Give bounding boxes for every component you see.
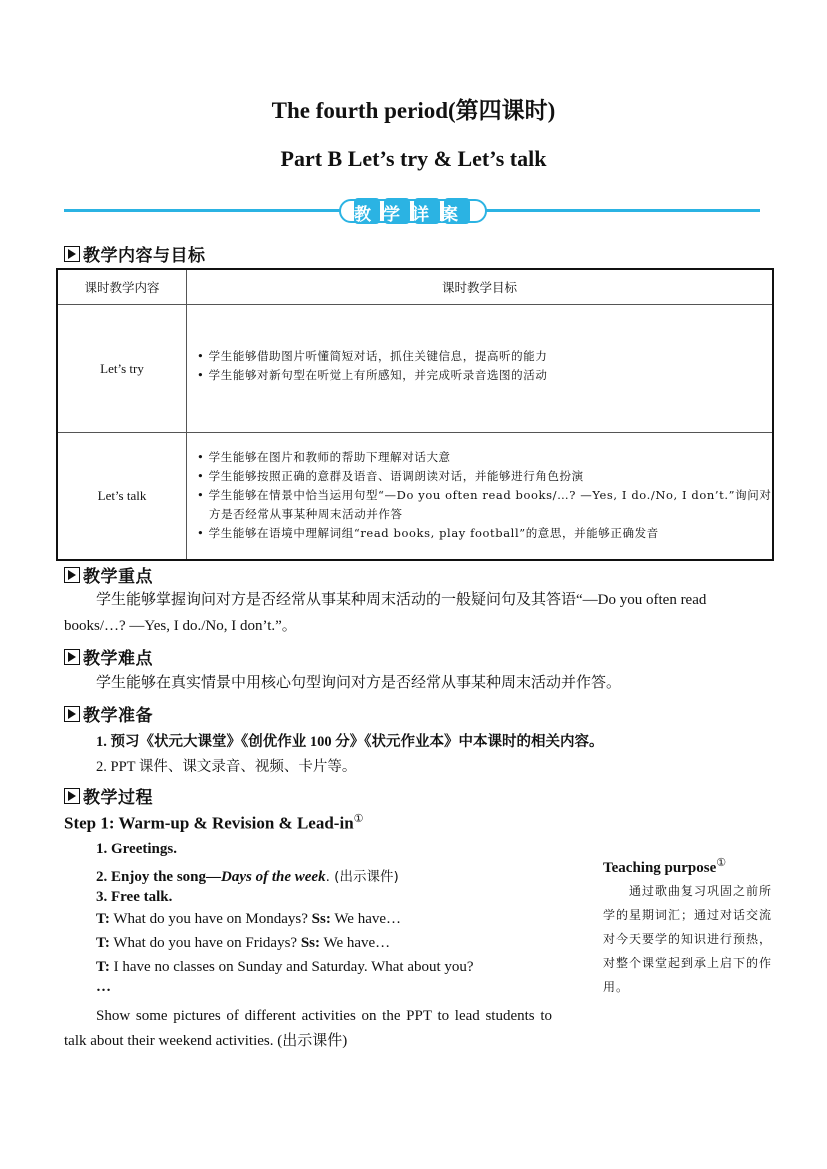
prep-item-2: 2. PPT 课件、课文录音、视频、卡片等。 (96, 759, 357, 775)
section-content-goals: 教学内容与目标 (64, 241, 206, 266)
song-line: 2. Enjoy the song—Days of the week. (出示课件) (96, 869, 399, 885)
dialogue-line: T: What do you have on Fridays? Ss: We have… (96, 935, 391, 951)
col-header-goals: 课时教学目标 (187, 269, 774, 305)
greetings: 1. Greetings. (96, 841, 177, 857)
row-content: Let’s try (57, 305, 187, 433)
free-talk: 3. Free talk. (96, 889, 173, 905)
table-header-row (57, 269, 773, 305)
goal-item: • 学生能够借助图片听懂简短对话，抓住关键信息，提高听的能力 (197, 347, 772, 366)
goal-item: • 学生能够在语境中理解词组“read books, play football”的意思，并能够正确发音 (197, 524, 772, 543)
play-marker-icon (64, 567, 80, 583)
teaching-purpose-note (603, 856, 781, 999)
footnote-marker: ① (353, 813, 364, 825)
section-difficulties: 教学难点 (64, 644, 153, 669)
goal-item: • 学生能够在情景中恰当运用句型“—Do you often read books/…? —Yes, I do./No, I don’t.”询问对方是否经常从事某种周末活动并作答 (197, 486, 772, 524)
table-row (57, 305, 773, 433)
prep-item-1: 1. 预习《状元大课堂》《创优作业 100 分》《状元作业本》中本课时的相关内容。 (96, 734, 604, 750)
closing-paragraph: Show some pictures of different activities on the PPT to lead students to talk about their weekend activities. (出示课件) (64, 1008, 552, 1049)
banner-line-left (64, 209, 342, 212)
dialogue-line: T: I have no classes on Sunday and Saturday. What about you? (96, 959, 474, 975)
goal-item: • 学生能够在图片和教师的帮助下理解对话大意 (197, 448, 772, 467)
ellipsis: … (96, 979, 111, 995)
row-goals (187, 305, 774, 433)
objectives-table (56, 268, 774, 561)
difficulties-text: 学生能够在真实情景中用核心句型询问对方是否经常从事某种周末活动并作答。 (96, 675, 622, 691)
play-marker-icon (64, 788, 80, 804)
play-marker-icon (64, 649, 80, 665)
play-marker-icon (64, 706, 80, 722)
teaching-purpose-heading: Teaching purpose① (603, 857, 727, 876)
banner-line-right (484, 209, 760, 212)
row-content: Let’s talk (57, 433, 187, 560)
section-key-points: 教学重点 (64, 562, 153, 587)
step1-title: Step 1: Warm-up & Revision & Lead-in① (64, 813, 364, 833)
section-preparation: 教学准备 (64, 701, 153, 726)
row-goals (187, 433, 774, 560)
key-points-text: 学生能够掌握询问对方是否经常从事某种周末活动的一般疑问句及其答语“—Do you often read books/…? —Yes, I do./No, I don’t.”。 (64, 592, 707, 634)
col-header-content: 课时教学内容 (57, 269, 187, 305)
page-title: The fourth period(第四课时) (271, 98, 556, 123)
song-title: Days of the week (221, 869, 326, 885)
page-subtitle: Part B Let’s try & Let’s talk (280, 146, 547, 171)
banner-label: 教学详案 (354, 205, 470, 225)
teaching-purpose-text: 通过歌曲复习巩固之前所学的星期词汇；通过对话交流对今天要学的知识进行预热，对整个课堂起到承上启下的作用。 (603, 884, 773, 994)
table-row (57, 433, 773, 560)
dialogue-line: T: What do you have on Mondays? Ss: We have… (96, 911, 402, 927)
play-marker-icon (64, 246, 80, 262)
goal-item: • 学生能够对新句型在听觉上有所感知，并完成听录音选图的活动 (197, 366, 772, 385)
goal-item: • 学生能够按照正确的意群及语音、语调朗读对话，并能够进行角色扮演 (197, 467, 772, 486)
section-process: 教学过程 (64, 783, 153, 808)
